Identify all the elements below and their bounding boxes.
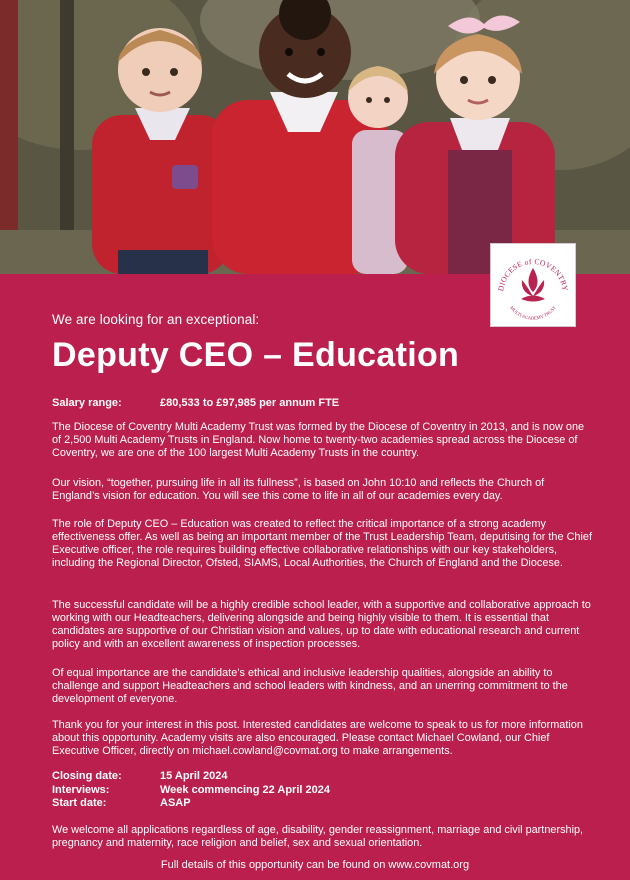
children-photo-illustration: [0, 0, 630, 274]
date-value: 15 April 2024: [160, 770, 228, 782]
date-label: Closing date:: [52, 770, 122, 782]
closing-date-row: [52, 770, 330, 784]
paragraph-candidate: The successful candidate will be a highly credible school leader, with a supportive and collaborative approach to working with our Headteachers, delivering alongside and being highly visible to them. It is essential that candidates are supportive of our Christian vision and values, up to date with educational research and current policy and with an excellent awareness of inspection processes.: [52, 599, 591, 650]
footer-text: Full details of this opportunity can be found on www.covmat.org: [160, 859, 470, 871]
paragraph-contact: Thank you for your interest in this post. Interested candidates are welcome to speak to us for more information about this opportunity. Academy visits are also encouraged. Please contact Michael Cowland, our Chief Executive Officer, directly on michael.cowland@covmat.org to make arrangements.: [52, 719, 583, 757]
interviews-row: [52, 784, 330, 798]
equality-statement: We welcome all applications regardless of age, disability, gender reassignment, marriage and civil partnership, pregnancy and maternity, race religion and belief, sex and sexual orientation.: [52, 824, 584, 849]
salary-label: Salary range:: [52, 397, 122, 409]
date-label: Interviews:: [52, 783, 110, 796]
logo-emblem: [491, 244, 575, 326]
diocese-logo: [490, 243, 576, 327]
header-photo: [0, 0, 630, 274]
svg-text:MULTI ACADEMY TRUST: MULTI ACADEMY TRUST: [509, 305, 557, 321]
paragraph-vision: Our vision, “together, pursuing life in all its fullness”, is based on John 10:10 and reflects the Church of England’s vision for education. You will see this come to life in all of our academies every day.: [52, 477, 545, 502]
paragraph-about-trust: The Diocese of Coventry Multi Academy Trust was formed by the Diocese of Coventry in 2013, and is now one of 2,500 Multi Academy Trusts in England. Now home to twenty-two academies spread across the Diocese of Coventry, we are one of the 100 largest Multi Academy Trusts in the country.: [52, 421, 585, 459]
intro-text: We are looking for an exceptional:: [52, 312, 260, 327]
salary-value: £80,533 to £97,985 per annum FTE: [160, 397, 340, 409]
salary-row: [52, 397, 339, 409]
date-value: Week commencing 22 April 2024: [160, 783, 330, 796]
date-value: ASAP: [160, 797, 191, 809]
key-dates: [52, 770, 330, 811]
svg-text:DIOCESE of COVENTRY: DIOCESE of COVENTRY: [496, 256, 570, 292]
paragraph-qualities: Of equal importance are the candidate’s ethical and inclusive leadership qualities, alongside an ability to challenge and support Headteachers and school leaders with kindness, and an unerring commitment to the development of everyone.: [52, 667, 568, 705]
start-date-row: [52, 797, 330, 811]
paragraph-role: The role of Deputy CEO – Education was created to reflect the critical importance of a strong academy effectiveness offer. As well as being an important member of the Trust Leadership Team, deputising for the Chief Executive officer, the role requires building effective collaborative relationships with our key stakeholders, including the Regional Director, Ofsted, SIAMS, Local Authorities, the Church of England and the Diocese.: [52, 518, 592, 569]
date-label: Start date:: [52, 797, 107, 809]
page-title: Deputy CEO – Education: [52, 336, 460, 374]
